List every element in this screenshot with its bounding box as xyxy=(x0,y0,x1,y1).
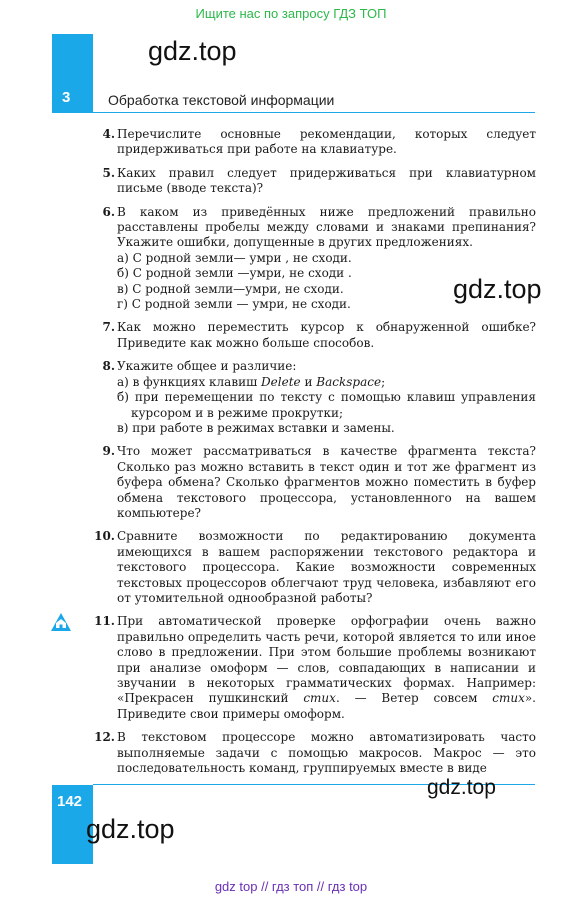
question-6 xyxy=(93,205,536,313)
watermark: gdz.top xyxy=(148,36,237,66)
bottom-banner[interactable]: gdz top // гдз топ // гдз top xyxy=(214,879,368,894)
key-name: Delete xyxy=(261,374,301,389)
question-number: 8. xyxy=(102,359,115,374)
question-number: 10. xyxy=(94,529,115,544)
questions-list xyxy=(93,127,536,784)
answer-option: б) С родной земли —умри, не сходи . xyxy=(117,266,352,281)
question-text: Как можно переместить курсор к обнаруженной ошибке? Приведите как можно больше способов. xyxy=(117,320,536,350)
watermark: gdz.top xyxy=(453,274,542,304)
question-number: 6. xyxy=(102,204,115,219)
question-4 xyxy=(93,127,536,158)
question-12 xyxy=(93,730,536,776)
question-text: Укажите общее и различие: xyxy=(117,359,297,374)
chapter-title: Обработка текстовой информации xyxy=(108,92,335,108)
sub-item: б) при перемещении по тексту с помощью клавиш управления курсором и в режиме прокрутки; xyxy=(117,390,536,420)
answer-option: в) С родной земли—умри, не сходи. xyxy=(117,281,344,296)
question-text: В каком из приведённых ниже предложений правильно расставлены пробелы между словами и знаками препинания? Укажите ошибки, допущенные в других предложениях. xyxy=(117,204,536,250)
watermark: gdz.top xyxy=(86,814,175,844)
emphasis: стих xyxy=(303,691,336,706)
watermark: gdz.top xyxy=(427,776,496,799)
question-11 xyxy=(93,614,536,722)
question-number: 4. xyxy=(102,127,115,141)
question-text: В текстовом процессоре можно автоматизировать часто выполняемые задачи с помощью макросов. Макрос — это последовательность команд, группируемых вместе в виде xyxy=(117,730,536,776)
question-10 xyxy=(93,529,536,606)
question-number: 7. xyxy=(102,320,115,335)
question-text: Сравните возможности по редактированию документа имеющихся в вашем распоряжении текстового редактора и текстового процессора. Какие возможности современных текстовых процессоров облегчают труд человека, избавляют его от утомительной однообразной работы? xyxy=(117,529,536,605)
chapter-bar xyxy=(52,34,93,113)
question-number: 11. xyxy=(94,614,115,629)
answer-option: г) С родной земли — умри, не сходи. xyxy=(117,297,351,312)
question-text: Перечислите основные рекомендации, которых следует придерживаться при работе на клавиатуре. xyxy=(117,127,536,157)
question-number: 9. xyxy=(102,444,115,459)
question-number: 12. xyxy=(94,730,115,745)
question-text: Каких правил следует придерживаться при клавиатурном письме (вводе текста)? xyxy=(117,165,536,196)
question-5 xyxy=(93,166,536,197)
question-9 xyxy=(93,444,536,521)
question-7 xyxy=(93,320,536,351)
header-divider xyxy=(93,112,535,113)
sub-item: в) при работе в режимах вставки и замены. xyxy=(117,420,395,435)
home-task-icon xyxy=(50,612,72,632)
chapter-number: 3 xyxy=(62,89,71,106)
answer-option: а) С родной земли— умри , не сходи. xyxy=(117,250,352,265)
question-number: 5. xyxy=(102,165,115,180)
question-8 xyxy=(93,359,536,436)
page-number: 142 xyxy=(57,793,83,810)
question-text: Что может рассматриваться в качестве фрагмента текста? Сколько раз можно вставить в текст один и тот же фрагмент из буфера обмена? Сколько фрагментов можно поместить в буфер обмена текстового процессора, установленного на вашем компьютере? xyxy=(117,444,536,520)
sub-item: а) в функциях клавиш Delete и Backspace; xyxy=(117,374,386,389)
key-name: Backspace xyxy=(316,374,382,389)
top-banner[interactable]: Ищите нас по запросу ГДЗ ТОП xyxy=(195,6,387,21)
question-text: При автоматической проверке орфографии очень важно правильно определить часть речи, которой является то или иное слово в предложении. При этом большие проблемы возникают при анализе омоформ — слов, совпадающих в написании и звучании в некоторых грамматических формах. Например: «Прекрасен пушкинский стих. — Ветер совсем стих». Приведите свои примеры омоформ. xyxy=(117,614,536,721)
emphasis: стих xyxy=(492,691,525,706)
